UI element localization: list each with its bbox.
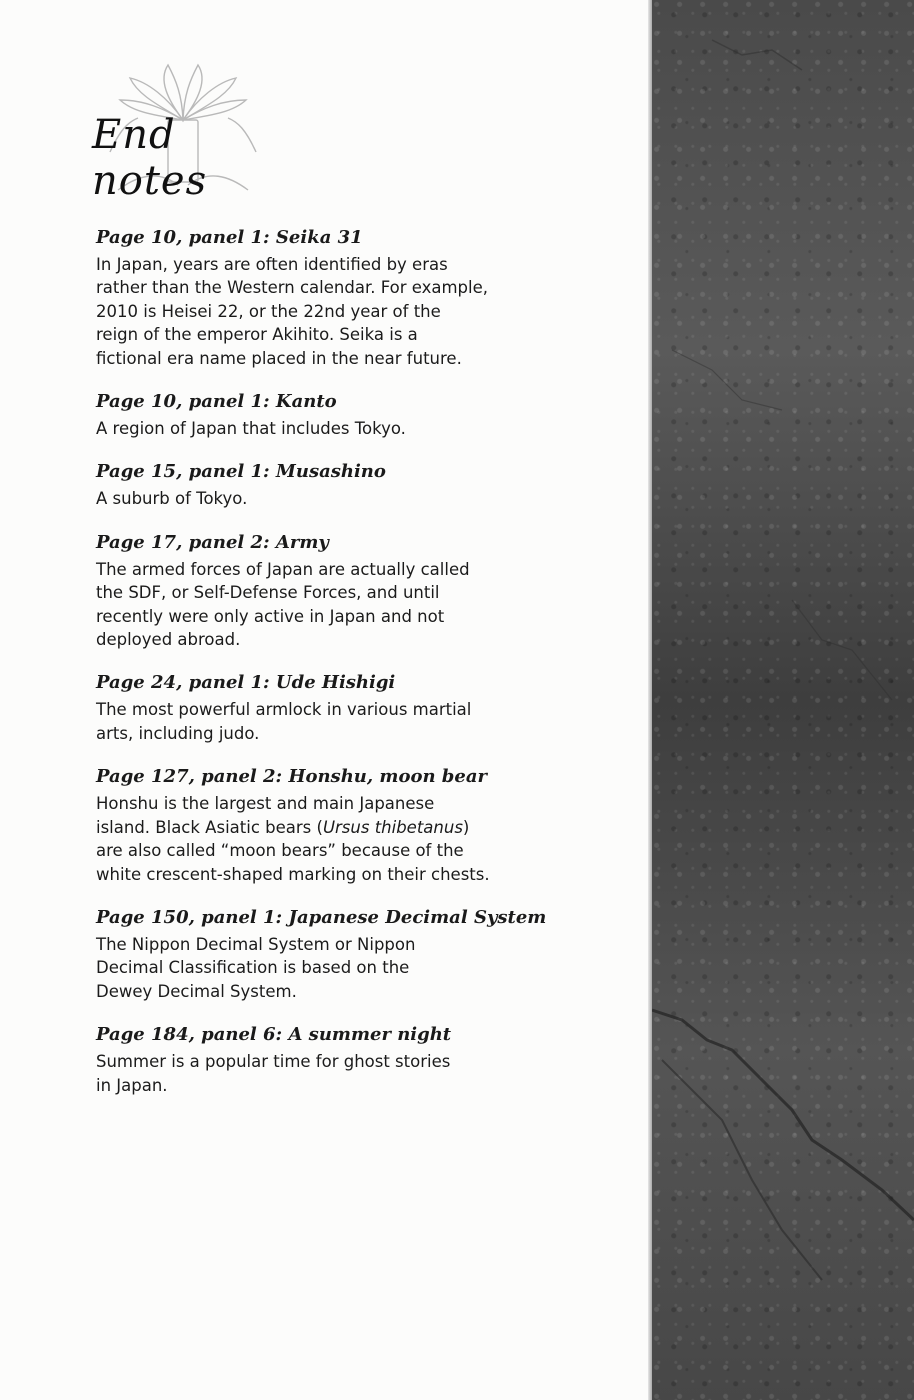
note-heading: Page 150, panel 1: Japanese Decimal System xyxy=(96,906,547,928)
note-item xyxy=(96,531,516,652)
note-body: A suburb of Tokyo. xyxy=(96,489,248,509)
note-body: Summer is a popular time for ghost stories in Japan. xyxy=(96,1052,451,1095)
note-item xyxy=(96,226,516,370)
note-body-text: Honshu is the largest and main Japanese island. Black Asiatic bears ( xyxy=(96,794,435,837)
note-heading: Page 10, panel 1: Seika 31 xyxy=(96,227,363,248)
note-item xyxy=(96,390,516,440)
note-item xyxy=(96,460,516,510)
note-heading: Page 24, panel 1: Ude Hishigi xyxy=(96,672,396,694)
note-body xyxy=(96,792,516,886)
page-title: End notes xyxy=(92,112,208,204)
stone-texture-panel xyxy=(652,0,914,1400)
endnotes-header xyxy=(88,60,288,204)
note-item xyxy=(96,765,516,886)
note-heading: Page 127, panel 2: Honshu, moon bear xyxy=(96,766,487,788)
note-body: The Nippon Decimal System or Nippon Decimal Classification is based on the Dewey Decimal System. xyxy=(96,934,416,1001)
note-heading: Page 10, panel 1: Kanto xyxy=(96,391,337,413)
note-heading: Page 184, panel 6: A summer night xyxy=(96,1024,452,1046)
note-heading: Page 15, panel 1: Musashino xyxy=(96,461,386,483)
note-body: The armed forces of Japan are actually called the SDF, or Self-Defense Forces, and until recently were only active in Japan and not deployed abroad. xyxy=(96,559,470,650)
note-body: In Japan, years are often identified by eras rather than the Western calendar. For example, 2010 is Heisei 22, or the 22nd year of the reign of the emperor Akihito. Seika is a fictional era name placed in the near future. xyxy=(96,255,488,368)
species-name: Ursus thibetanus xyxy=(322,817,463,837)
note-body-text: ) are also called “moon bears” because of the white crescent-shaped marking on their chests. xyxy=(96,817,490,884)
stone-crack-lines xyxy=(652,0,914,1400)
note-item xyxy=(96,1023,516,1097)
note-item xyxy=(96,906,547,1003)
note-body: The most powerful armlock in various martial arts, including judo. xyxy=(96,700,472,743)
endnotes-list xyxy=(96,226,547,1117)
note-body: A region of Japan that includes Tokyo. xyxy=(96,419,406,439)
note-item xyxy=(96,671,516,745)
note-heading: Page 17, panel 2: Army xyxy=(96,531,329,553)
